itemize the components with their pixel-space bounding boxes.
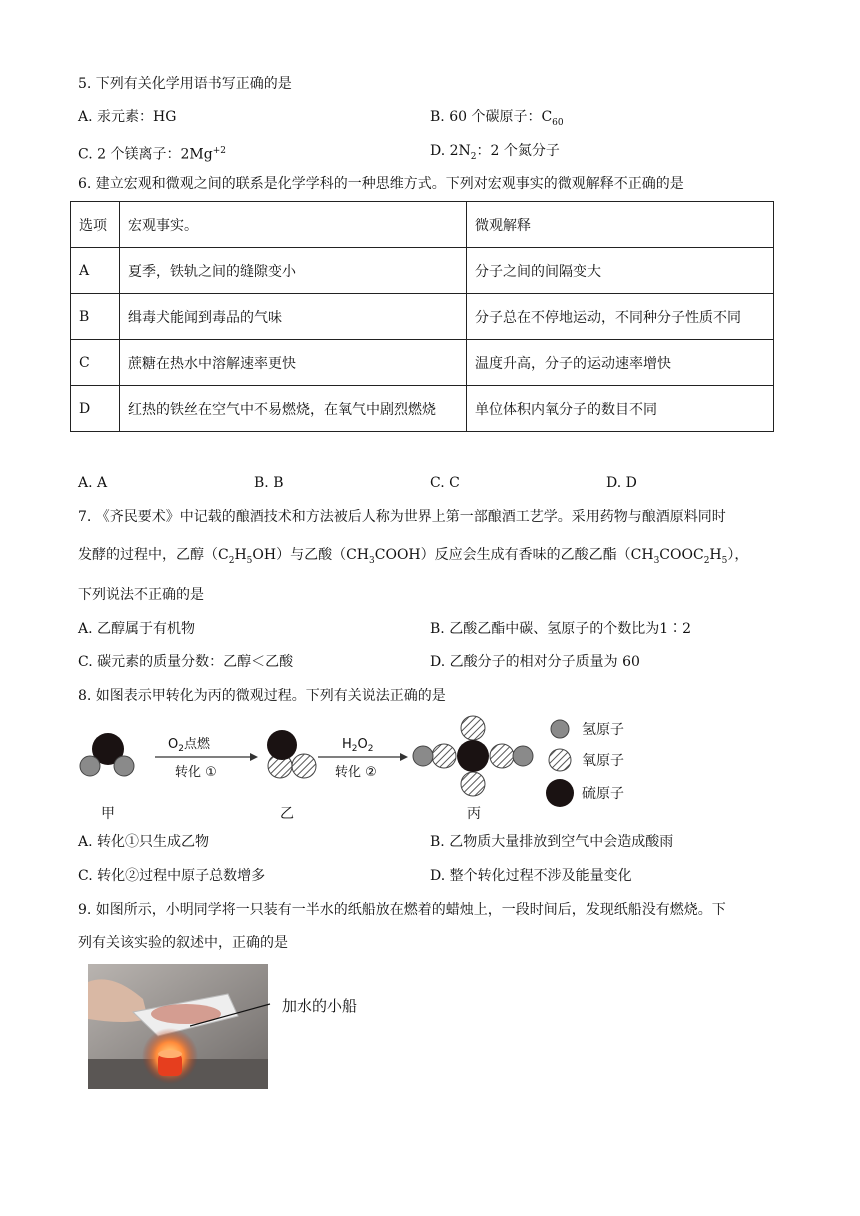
q7-stem-line3: 下列说法不正确的是 xyxy=(78,587,204,603)
table-cell: B xyxy=(71,294,120,340)
svg-text:转化 ②: 转化 ② xyxy=(335,765,377,780)
q7-option-c: C. 碳元素的质量分数：乙醇＜乙酸 xyxy=(78,654,294,670)
molecule-bing xyxy=(413,716,533,796)
q7-option-b: B. 乙酸乙酯中碳、氢原子的个数比为1∶2 xyxy=(430,621,692,637)
q5-stem: 5. 下列有关化学用语书写正确的是 xyxy=(78,76,292,92)
callout-leader-line xyxy=(190,990,280,1030)
legend-oxygen-swatch xyxy=(549,749,571,771)
table-cell: 单位体积内氧分子的数目不同 xyxy=(467,386,774,432)
table-cell: 红热的铁丝在空气中不易燃烧，在氧气中剧烈燃烧 xyxy=(120,386,467,432)
table-row xyxy=(71,386,774,432)
table-header-cell: 选项 xyxy=(71,202,120,248)
table-cell: 分子总在不停地运动，不同种分子性质不同 xyxy=(467,294,774,340)
formula-ethyl-acetate: $CH_3COOC_2H_5$ xyxy=(630,547,728,566)
arrow-conversion-1 xyxy=(155,736,258,780)
legend-sulfur-swatch xyxy=(546,779,574,807)
table-cell: 温度升高，分子的运动速率增快 xyxy=(467,340,774,386)
q8-option-c: C. 转化②过程中原子总数增多 xyxy=(78,868,266,884)
formula-acetic-acid: $CH_3COOH$ xyxy=(346,547,421,566)
q5-option-c: C. 2 个镁离子：$2Mg^{+2}$ xyxy=(78,146,226,163)
table-cell: C xyxy=(71,340,120,386)
q9-stem-line1: 9. 如图所示，小明同学将一只装有一半水的纸船放在燃着的蜡烛上，一段时间后，发现纸船没有燃烧。下 xyxy=(78,902,726,918)
q5-option-d: D. $2N_2$：2 个氮分子 xyxy=(430,143,560,162)
molecule-jia xyxy=(80,733,134,776)
q9-stem-line2: 列有关该实验的叙述中，正确的是 xyxy=(78,935,288,951)
callout-label: 加水的小船 xyxy=(282,997,358,1015)
table-cell: 缉毒犬能闻到毒品的气味 xyxy=(120,294,467,340)
table-cell: A xyxy=(71,248,120,294)
q6-option-c: C. C xyxy=(430,475,460,491)
table-cell: D xyxy=(71,386,120,432)
table-cell: 蔗糖在热水中溶解速率更快 xyxy=(120,340,467,386)
table-cell: 夏季，铁轨之间的缝隙变小 xyxy=(120,248,467,294)
legend xyxy=(546,720,624,807)
arrow-conversion-2 xyxy=(318,737,408,780)
q8-option-b: B. 乙物质大量排放到空气中会造成酸雨 xyxy=(430,834,674,850)
label-jia: 甲 xyxy=(101,806,115,822)
q7-stem-line1: 7. 《齐民要术》中记载的酿酒技术和方法被后人称为世界上第一部酿酒工艺学。采用药物与酿酒原料同时 xyxy=(78,509,726,525)
q6-table xyxy=(70,201,774,432)
q7-option-a: A. 乙醇属于有机物 xyxy=(78,621,196,637)
q7-stem-line2: 发酵的过程中，乙醇$(C_2H_5OH)$与乙酸$(CH_3COOH)$反应会生成有香味的乙酸乙酯$(CH_3COOC_2H_5)$， xyxy=(78,547,749,566)
table-cell: 分子之间的间隔变大 xyxy=(467,248,774,294)
table-row xyxy=(71,294,774,340)
table-header-cell: 微观解释 xyxy=(467,202,774,248)
q8-option-a: A. 转化①只生成乙物 xyxy=(78,834,210,850)
legend-hydrogen-swatch xyxy=(551,720,569,738)
table-header-cell: 宏观事实。 xyxy=(120,202,467,248)
table-row xyxy=(71,340,774,386)
molecule-yi xyxy=(267,730,316,778)
q8-stem: 8. 如图表示甲转化为丙的微观过程。下列有关说法正确的是 xyxy=(78,688,446,704)
legend-hydrogen-label: 氢原子 xyxy=(582,722,624,738)
label-bing: 丙 xyxy=(467,806,481,822)
legend-oxygen-label: 氧原子 xyxy=(582,753,624,769)
formula-ethanol: $C_2H_5OH$ xyxy=(218,547,277,566)
q5-option-b: B. 60 个碳原子：$C_{60}$ xyxy=(430,109,564,128)
legend-sulfur-label: 硫原子 xyxy=(582,786,624,802)
table-row xyxy=(71,248,774,294)
molecule-transformation-diagram xyxy=(70,712,770,832)
q6-option-b: B. B xyxy=(254,475,284,491)
table-header-row xyxy=(71,202,774,248)
q5-option-a: A. 汞元素：HG xyxy=(78,109,177,125)
q6-stem: 6. 建立宏观和微观之间的联系是化学学科的一种思维方式。下列对宏观事实的微观解释不正确的是 xyxy=(78,176,684,192)
q8-option-d: D. 整个转化过程不涉及能量变化 xyxy=(430,868,632,884)
q6-option-d: D. D xyxy=(606,475,637,491)
q7-option-d: D. 乙酸分子的相对分子质量为 60 xyxy=(430,654,640,670)
svg-text:转化 ①: 转化 ① xyxy=(175,765,217,780)
svg-text:O2点燃: $O_2$点燃 xyxy=(168,737,210,754)
label-yi: 乙 xyxy=(280,806,294,822)
svg-text:H2O2: $H_2O_2$ xyxy=(342,737,374,754)
q6-option-a: A. A xyxy=(78,475,108,491)
